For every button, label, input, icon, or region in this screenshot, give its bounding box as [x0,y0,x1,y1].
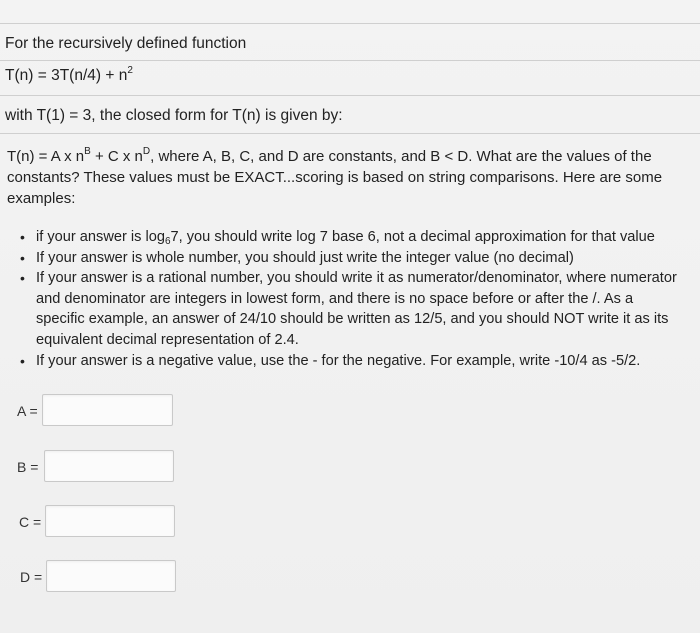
closed-form-part1: T(n) = A x n [7,148,85,165]
answer-input-a[interactable] [42,394,173,426]
divider [0,95,700,96]
recurrence-lhs: T(n) = 3T(n/4) + n [5,67,128,84]
bullet-icon: • [20,249,25,266]
list-item [12,268,684,350]
answer-label-a: A = [17,403,38,419]
answer-row-b [0,450,200,486]
closed-form-part3: , where A, B, C, and D are constants, and B < D. What are the values of the constants? These values must be EXACT...scoring is based on string comparisons. Here are some examples: [7,148,663,207]
closed-form-paragraph [7,146,682,209]
recurrence-equation [5,67,133,85]
list-item [12,227,684,248]
bullet-icon: • [20,229,25,245]
answer-row-a [0,394,200,430]
answer-input-b[interactable] [44,450,174,482]
recurrence-exponent: 2 [127,65,133,76]
divider [0,60,700,61]
initial-condition: with T(1) = 3, the closed form for T(n) is given by: [5,107,343,124]
closed-form-part2: + C x n [90,148,143,165]
exponent-d: D [142,146,151,157]
list-item-text-post: 7, you should write log 7 base 6, not a decimal approximation for that value [170,229,655,245]
bullet-icon: • [20,270,25,287]
bullet-icon: • [20,352,25,369]
answer-input-c[interactable] [45,505,175,537]
answer-row-c [0,505,200,541]
exponent-b: B [84,146,91,157]
list-item-text: If your answer is whole number, you should just write the integer value (no decimal) [36,249,574,266]
answer-row-d [0,560,200,596]
answer-label-d: D = [20,569,43,585]
divider [0,23,700,24]
list-item-text: If your answer is a negative value, use the - for the negative. For example, write -10/4 as -5/2. [36,352,641,369]
list-item [12,248,684,269]
list-item-text-pre: if your answer is log [36,229,165,245]
answer-label-b: B = [17,459,39,475]
log-base-subscript: 6 [164,236,171,247]
list-item [12,351,684,372]
answer-input-d[interactable] [46,560,176,592]
instruction-list [12,227,684,371]
list-item-text: If your answer is a rational number, you should write it as numerator/denominator, where numerator and denominator are integers in lowest form, and there is no space before or after the /. As a specific example, an answer of 24/10 should be written as 12/5, and you should NOT write it as its equivalent decimal representation of 2.4. [36,270,677,348]
question-intro: For the recursively defined function [5,35,247,52]
divider [0,133,700,134]
answer-label-c: C = [19,514,42,530]
